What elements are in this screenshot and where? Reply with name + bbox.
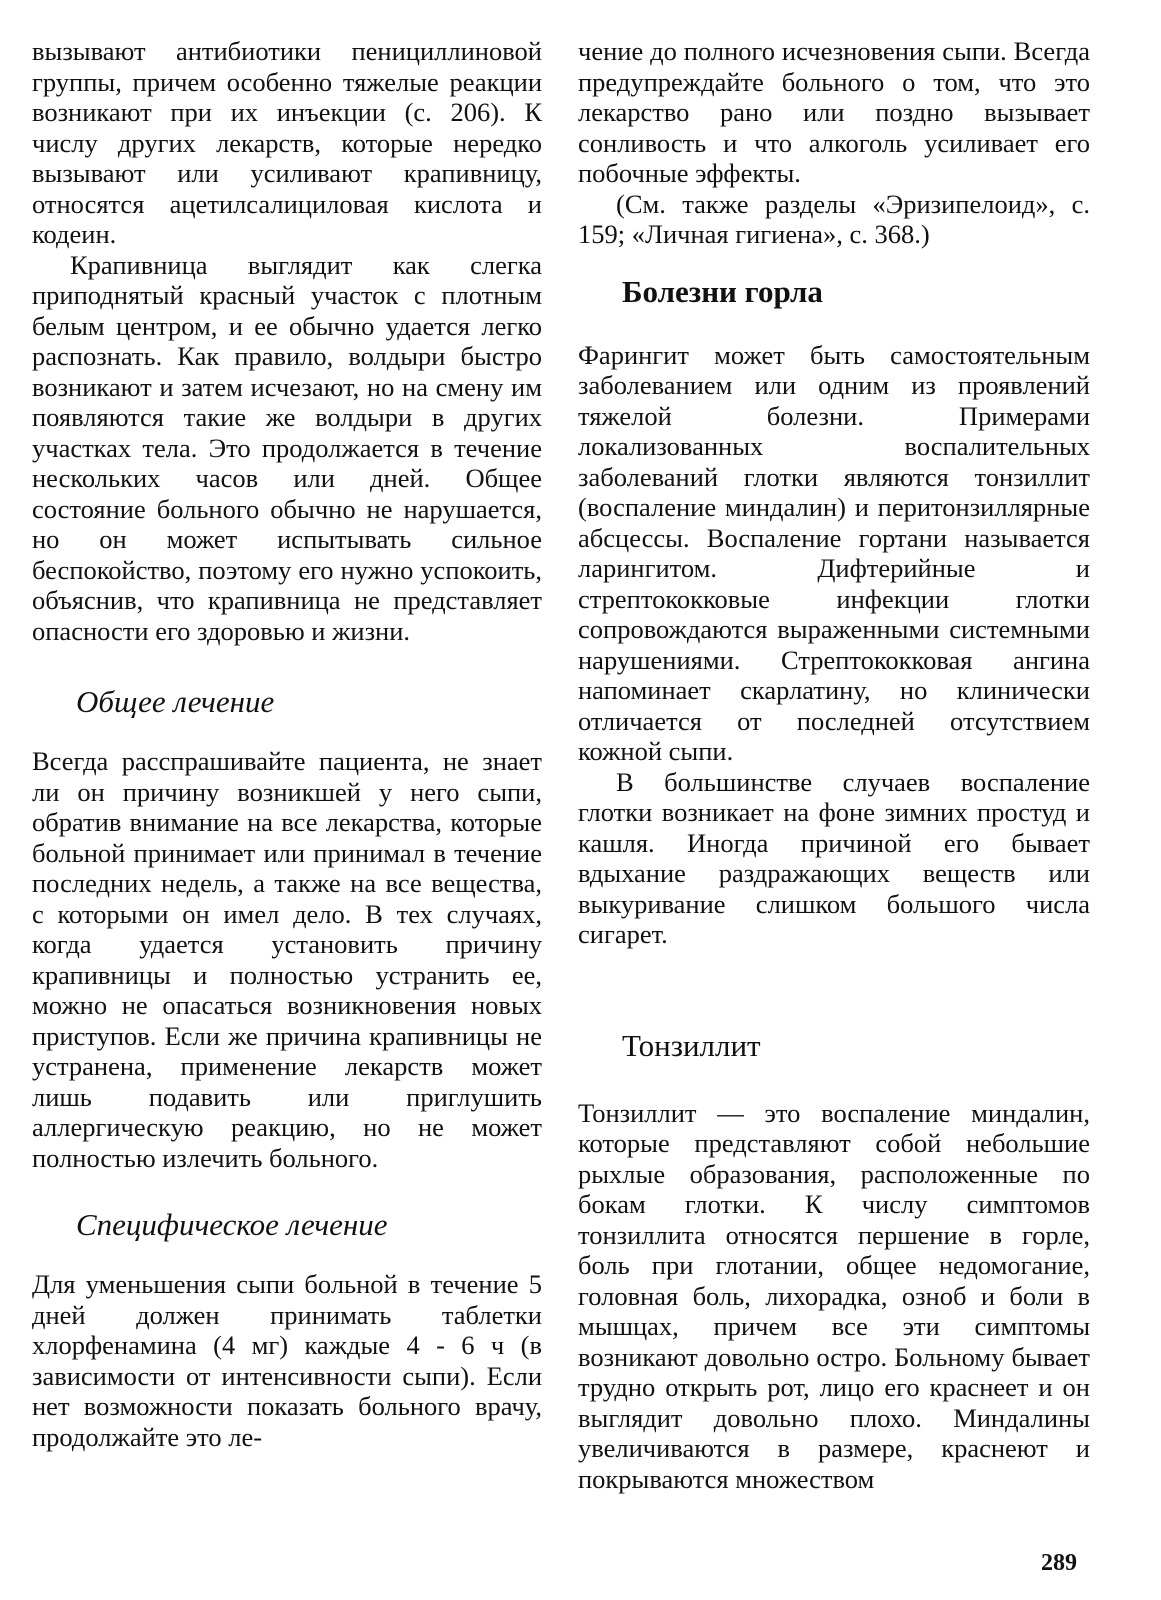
paragraph: Всегда расспрашивайте пациента, не знает ли он причину возникшей у него сыпи, обратив внимание на все лекарства, которые больной принимает или принимал в течение последних недель, а также на все вещества, с которыми он имел дело. В тех случаях, когда удается установить причину крапивницы и полностью устранить ее, можно не опасаться возникновения новых приступов. Если же причина крапивницы не устранена, применение лекарств может лишь подавить или приглушить аллергическую реакцию, но не может полностью излечить больного. xyxy=(32,746,542,1173)
paragraph: В большинстве случаев воспаление глотки возникает на фоне зимних простуд и кашля. Иногда причиной его бывает вдыхание раздражающих веществ или выкуривание слишком большого числа сигарет. xyxy=(578,766,1090,949)
paragraph: чение до полного исчезновения сыпи. Всегда предупреждайте больного о том, что это лекарство рано или поздно вызывает сонливость и что алкоголь усиливает его побочные эффекты. xyxy=(578,36,1090,188)
right-column xyxy=(578,36,1090,1494)
section-heading-specific-treatment: Специфическое лечение xyxy=(76,1207,388,1242)
section-heading-tonsillitis: Тонзиллит xyxy=(622,1027,761,1063)
paragraph: Тонзиллит — это воспаление миндалин, которые представляют собой небольшие рыхлые образования, расположенные по бокам глотки. К числу симптомов тонзиллита относятся першение в горле, боль при глотании, общее недомогание, головная боль, лихорадка, озноб и боли в мышцах, причем все эти симптомы возникают довольно остро. Больному бывает трудно открыть рот, лицо его краснеет и он выглядит довольно плохо. Миндалины увеличиваются в размере, краснеют и покрываются множеством xyxy=(578,1097,1090,1494)
paragraph: Фарингит может быть самостоятельным заболеванием или одним из проявлений тяжелой болезни. Примерами локализованных воспалительных заболеваний глотки являются тонзиллит (воспаление миндалин) и перитонзиллярные абсцессы. Воспаление гортани называется ларингитом. Дифтерийные и стрептококковые инфекции глотки сопровождаются выраженными системными нарушениями. Стрептококковая ангина напоминает скарлатину, но клинически отличается от последней отсутствием кожной сыпи. xyxy=(578,339,1090,766)
paragraph: вызывают антибиотики пенициллиновой группы, причем особенно тяжелые реакции возникают при их инъекции (с. 206). К числу других лекарств, которые нередко вызывают или усиливают крапивницу, относятся ацетилсалициловая кислота и кодеин. xyxy=(32,36,542,249)
section-heading-throat-diseases: Болезни горла xyxy=(622,273,823,309)
paragraph: (См. также разделы «Эризипелоид», с. 159; «Личная гигиена», с. 368.) xyxy=(578,188,1090,249)
page-number: 289 xyxy=(1041,1550,1077,1576)
left-column xyxy=(32,36,542,1452)
section-heading-general-treatment: Общее лечение xyxy=(76,684,275,719)
paragraph: Крапивница выглядит как слегка приподнятый красный участок с плотным белым центром, и ее обычно удается легко распознать. Как правило, волдыри быстро возникают и затем исчезают, но на смену им появляются такие же волдыри в других участках тела. Это продолжается в течение нескольких часов или дней. Общее состояние больного обычно не нарушается, но он может испытывать сильное беспокойство, поэтому его нужно успокоить, объяснив, что крапивница не представляет опасности его здоровью и жизни. xyxy=(32,249,542,646)
paragraph: Для уменьшения сыпи больной в течение 5 дней должен принимать таблетки хлорфенамина (4 мг) каждые 4 - 6 ч (в зависимости от интенсивности сыпи). Если нет возможности показать больного врачу, продолжайте это ле- xyxy=(32,1269,542,1452)
